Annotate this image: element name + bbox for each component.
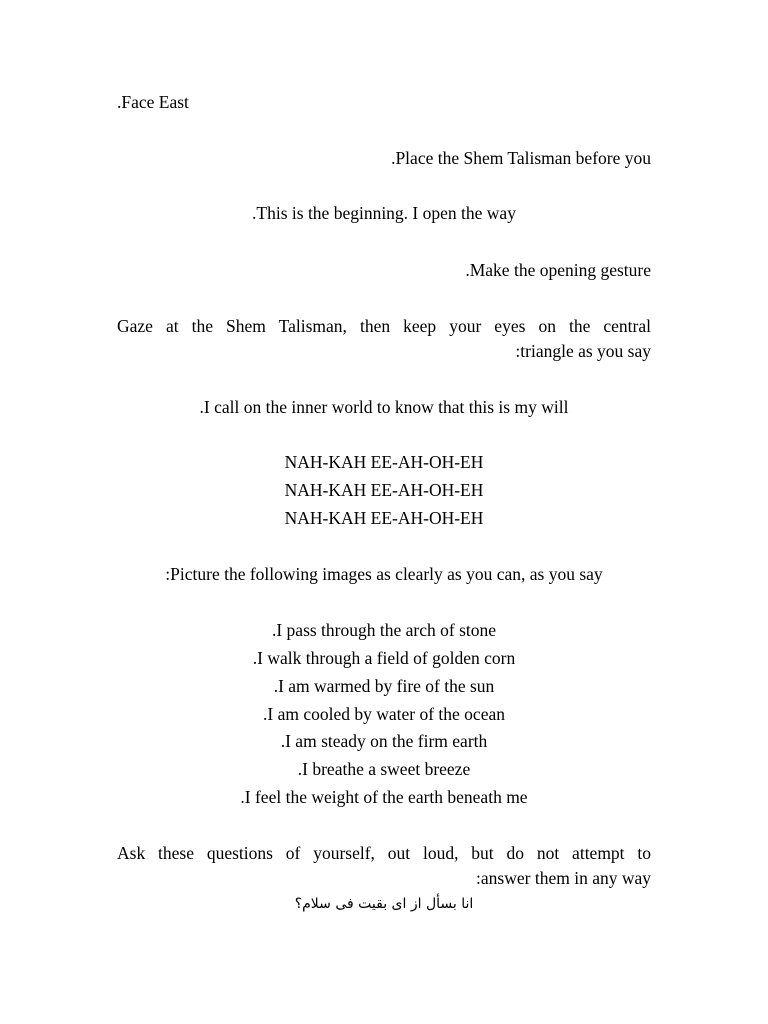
image-line: .I feel the weight of the earth beneath me [240,787,528,807]
instruction-gaze-line2: :triangle as you say [515,341,651,361]
instruction-place-talisman: .Place the Shem Talisman before you [391,148,651,168]
image-line: .I am cooled by water of the ocean [263,704,505,724]
instruction-inner-world: .I call on the inner world to know that this is my will [199,397,569,417]
chant-line: NAH-KAH EE-AH-OH-EH [284,480,484,500]
instruction-face-east: .Face East [117,92,189,112]
image-line: .I pass through the arch of stone [271,620,497,640]
instruction-opening-gesture: .Make the opening gesture [465,260,651,280]
questions-line1: Ask these questions of yourself, out loud, but do not attempt to [117,843,651,863]
questions-line2: :answer them in any way [476,868,651,888]
image-line: .I am warmed by fire of the sun [273,676,495,696]
picture-intro: :Picture the following images as clearly as you can, as you say [165,564,603,584]
image-line: .I walk through a field of golden corn [252,648,516,668]
instruction-gaze-line1: Gaze at the Shem Talisman, then keep your eyes on the central [117,316,651,336]
chant-line: NAH-KAH EE-AH-OH-EH [284,452,484,472]
instruction-beginning: .This is the beginning. I open the way [252,203,516,223]
chant-line: NAH-KAH EE-AH-OH-EH [284,508,484,528]
arabic-question: انا بسأل از ای بقیت فی سلام؟ [294,896,474,912]
image-line: .I am steady on the firm earth [280,731,488,751]
image-line: .I breathe a sweet breeze [297,759,471,779]
